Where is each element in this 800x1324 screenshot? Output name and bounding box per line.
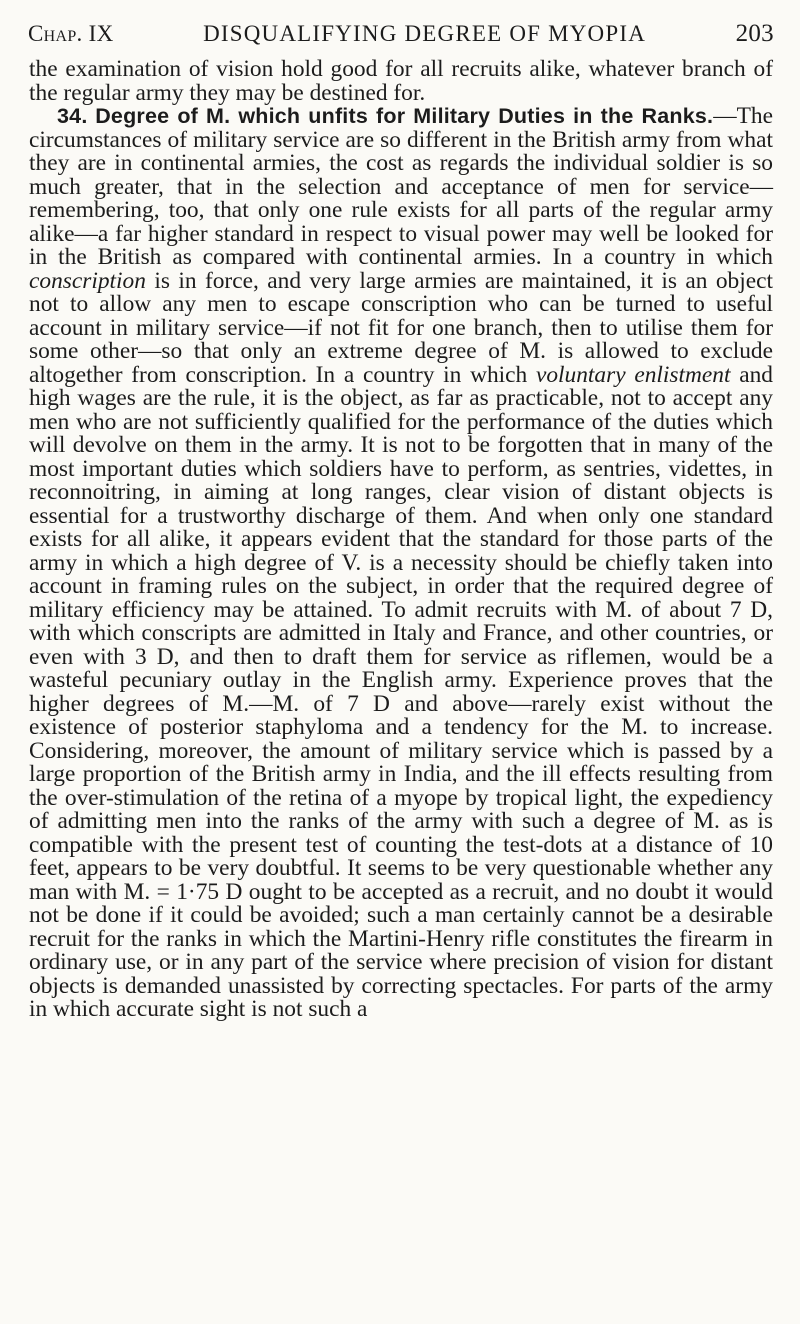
emphasis-conscription: conscription bbox=[29, 267, 146, 294]
running-head bbox=[28, 20, 774, 50]
section-text-2: is in force, and very large armies are maintained, it is an object not to allow any men to escape conscription who can be turned to useful account in military service—if not fit for one branch, then to utilise them for some other—so that only an extreme degree of M. is allowed to exclude altogether from conscription. In a country in which bbox=[29, 267, 773, 388]
section-text-1: —The circumstances of military service are so different in the British army from what they are in continental armies, the cost as regards the individual soldier is so much greater, that in the selection and acceptance of men for service—remembering, too, that only one rule exists for all parts of the regular army alike—a far higher standard in respect to visual power may well be looked for in the British as compared with continental armies. In a country in which bbox=[29, 103, 773, 270]
section-text-3: and high wages are the rule, it is the object, as far as practicable, not to accept any men who are not sufficiently qualified for the performance of the duties which will devolve on them in the army. It is not to be forgotten that in many of the most important duties which soldiers have to perform, as sentries, videttes, in reconnoitring, in aiming at long ranges, clear vision of distant objects is essential for a trustworthy discharge of them. And when only one standard exists for all alike, it appears evident that the standard for those parts of the army in which a high degree of V. is a necessity should be chiefly taken into account in framing rules on the subject, in order that the required degree of military efficiency may be attained. To admit recruits with M. of about 7 D, with which conscripts are admitted in Italy and France, and other countries, or even with 3 D, and then to draft them for service as riflemen, would be a wasteful pecuniary outlay in the English army. Experience proves that the higher degrees of M.—M. of 7 D and above—rarely exist without the existence of posterior staphyloma and a tendency for the M. to increase. Considering, moreover, the amount of military service which is passed by a large proportion of the British army in India, and the ill effects resulting from the over-stimulation of the retina of a myope by tropical light, the expediency of admitting men into the ranks of the army with such a degree of M. as is compatible with the present test of counting the test-dots at a distance of 10 feet, appears to be very doubtful. It seems to be very questionable whether any man with M. = 1·75 D ought to be accepted as a recruit, and no doubt it would not be done if it could be avoided; such a man certainly cannot be a desirable recruit for the ranks in which the Martini-Henry rifle constitutes the firearm in ordinary use, or in any part of the service where precision of vision for distant objects is demanded unassisted by correcting spectacles. For parts of the army in which accurate sight is not such a bbox=[29, 361, 774, 1022]
page-number: 203 bbox=[735, 20, 774, 47]
opening-paragraph: the examination of vision hold good for all recruits alike, whatever branch of the regular army they may be destined for. bbox=[29, 56, 773, 106]
running-title: DISQUALIFYING DEGREE OF MYOPIA bbox=[203, 21, 647, 46]
body-text bbox=[29, 58, 773, 1022]
section-34-paragraph bbox=[29, 105, 773, 1022]
section-number: 34. bbox=[57, 104, 88, 128]
emphasis-voluntary-enlistment: voluntary enlistment bbox=[535, 361, 731, 388]
chapter-label: Chap. IX bbox=[28, 21, 114, 46]
section-heading: Degree of M. which unfits for Military Duties in the Ranks. bbox=[95, 104, 714, 128]
